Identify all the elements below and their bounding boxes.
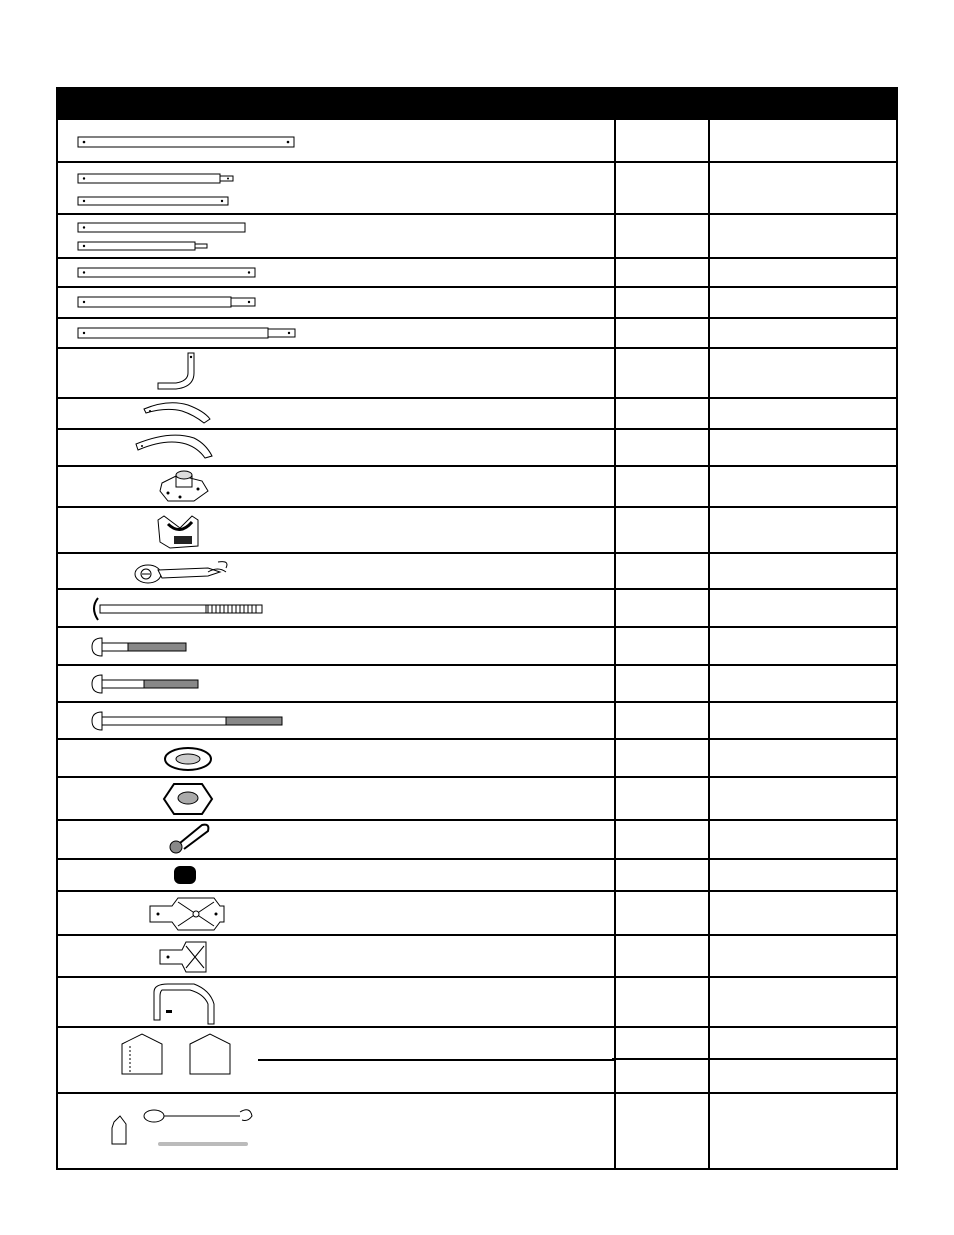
table-header-bar <box>58 89 896 120</box>
swaged-pipe-pair-icon <box>58 163 614 215</box>
table-row <box>58 821 896 860</box>
table-row <box>58 666 896 703</box>
corner-elbow-icon <box>58 349 614 399</box>
table-row <box>58 703 896 740</box>
parts-list-table <box>56 87 898 1170</box>
table-row <box>58 554 896 590</box>
long-pipe-icon <box>58 120 614 163</box>
anchor-kit-icon <box>58 1094 614 1170</box>
table-row <box>58 860 896 892</box>
curved-rafter-icon <box>58 399 614 430</box>
table-row <box>58 590 896 628</box>
ratchet-tensioner-icon <box>58 554 614 590</box>
table-row <box>58 430 896 467</box>
long-carriage-bolt-icon <box>58 590 614 628</box>
table-row <box>58 740 896 778</box>
ball-bungee-icon <box>58 821 614 860</box>
table-row <box>58 508 896 554</box>
medium-bolt-icon <box>58 666 614 703</box>
cover-tarp-icon <box>58 978 614 1028</box>
table-row <box>58 399 896 430</box>
table-row <box>58 215 896 259</box>
foot-plate-icon <box>58 467 614 508</box>
table-row <box>58 349 896 399</box>
long-bolt-icon <box>58 703 614 740</box>
table-row <box>58 259 896 288</box>
table-row <box>58 778 896 821</box>
table-row <box>58 892 896 936</box>
table-row <box>58 120 896 163</box>
short-bolt-icon <box>58 628 614 666</box>
table-row <box>58 1094 896 1170</box>
swaged-pipe-icon <box>58 288 614 319</box>
end-panels-icon <box>58 1028 614 1094</box>
table-row <box>58 1028 896 1094</box>
pipe-bracket-icon <box>58 508 614 554</box>
table-row <box>58 628 896 666</box>
table-row <box>58 978 896 1028</box>
tee-connector-plate-icon <box>58 936 614 978</box>
cross-connector-plate-icon <box>58 892 614 936</box>
washer-icon <box>58 740 614 778</box>
table-row <box>58 163 896 215</box>
table-row <box>58 936 896 978</box>
row-split-line <box>612 1058 896 1060</box>
table-row <box>58 467 896 508</box>
end-cap-icon <box>58 860 614 892</box>
hex-nut-icon <box>58 778 614 821</box>
long-swaged-pipe-icon <box>58 319 614 349</box>
pipe-pair-icon <box>58 215 614 259</box>
table-row <box>58 319 896 349</box>
medium-pipe-icon <box>58 259 614 288</box>
long-curved-rafter-icon <box>58 430 614 467</box>
table-row <box>58 288 896 319</box>
